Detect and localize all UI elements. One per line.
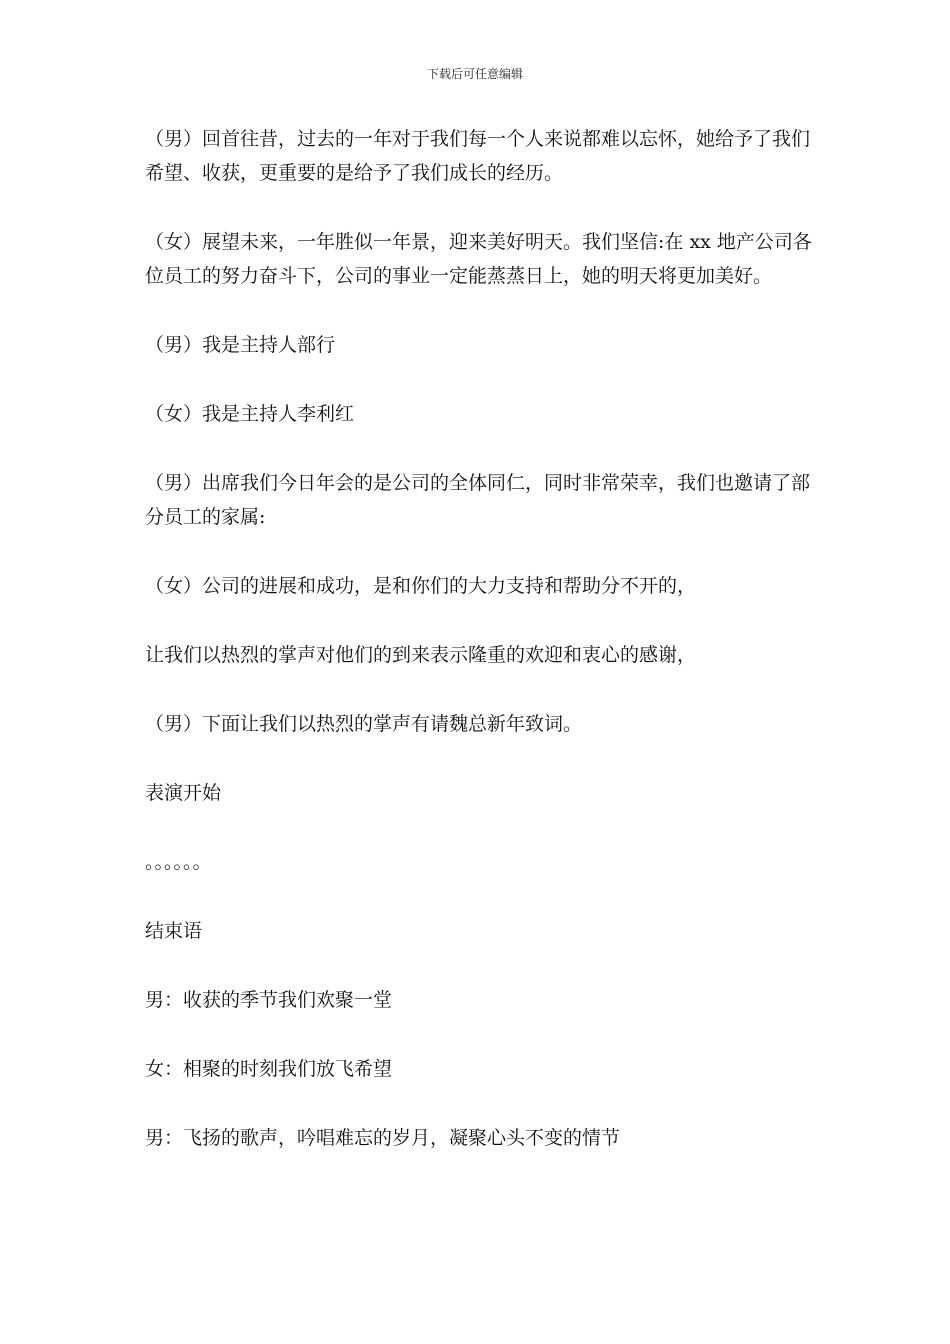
paragraph-attendees: （男）出席我们今日年会的是公司的全体同仁，同时非常荣幸，我们也邀请了部分员工的家属:	[145, 472, 811, 528]
paragraph-review-past: （男）回首往昔，过去的一年对于我们每一个人来说都难以忘怀，她给予了我们希望、收获，更重要的是给予了我们成长的经历。	[145, 128, 811, 184]
paragraph-closing-female-1: 女：相聚的时刻我们放飞希望	[145, 1058, 393, 1080]
paragraph-gap	[145, 1017, 815, 1052]
paragraph-gap	[145, 362, 815, 397]
document-body	[145, 122, 815, 1155]
paragraph-gap	[145, 603, 815, 638]
paragraph-gap	[145, 190, 815, 225]
paragraph-gap	[145, 534, 815, 569]
paragraph-gap	[145, 948, 815, 983]
paragraph-thanks: 让我们以热烈的掌声对他们的到来表示隆重的欢迎和衷心的感谢，	[145, 644, 697, 666]
paragraph-performance-start: 表演开始	[145, 782, 222, 804]
paragraph-closing-male-1: 男：收获的季节我们欢聚一堂	[145, 989, 393, 1011]
page-header-note: 下载后可任意编辑	[426, 67, 523, 81]
paragraph-closing-title: 结束语	[145, 920, 203, 942]
paragraph-gap	[145, 879, 815, 914]
paragraph-gap	[145, 293, 815, 328]
paragraph-gap	[145, 741, 815, 776]
paragraph-ellipsis: 。。。。。。	[145, 851, 212, 873]
paragraph-support: （女）公司的进展和成功，是和你们的大力支持和帮助分不开的，	[145, 575, 697, 597]
paragraph-closing-male-2: 男：飞扬的歌声，吟唱难忘的岁月，凝聚心头不变的情节	[145, 1127, 621, 1149]
paragraph-speech-invite: （男）下面让我们以热烈的掌声有请魏总新年致词。	[145, 713, 583, 735]
paragraph-host-male: （男）我是主持人部行	[145, 334, 336, 356]
paragraph-gap	[145, 672, 815, 707]
paragraph-host-female: （女）我是主持人李利红	[145, 403, 355, 425]
paragraph-look-ahead: （女）展望未来，一年胜似一年景，迎来美好明天。我们坚信:在 xx 地产公司各位员工的努力奋斗下，公司的事业一定能蒸蒸日上，她的明天将更加美好。	[145, 231, 812, 287]
paragraph-gap	[145, 1086, 815, 1121]
paragraph-gap	[145, 431, 815, 466]
paragraph-gap	[145, 810, 815, 845]
